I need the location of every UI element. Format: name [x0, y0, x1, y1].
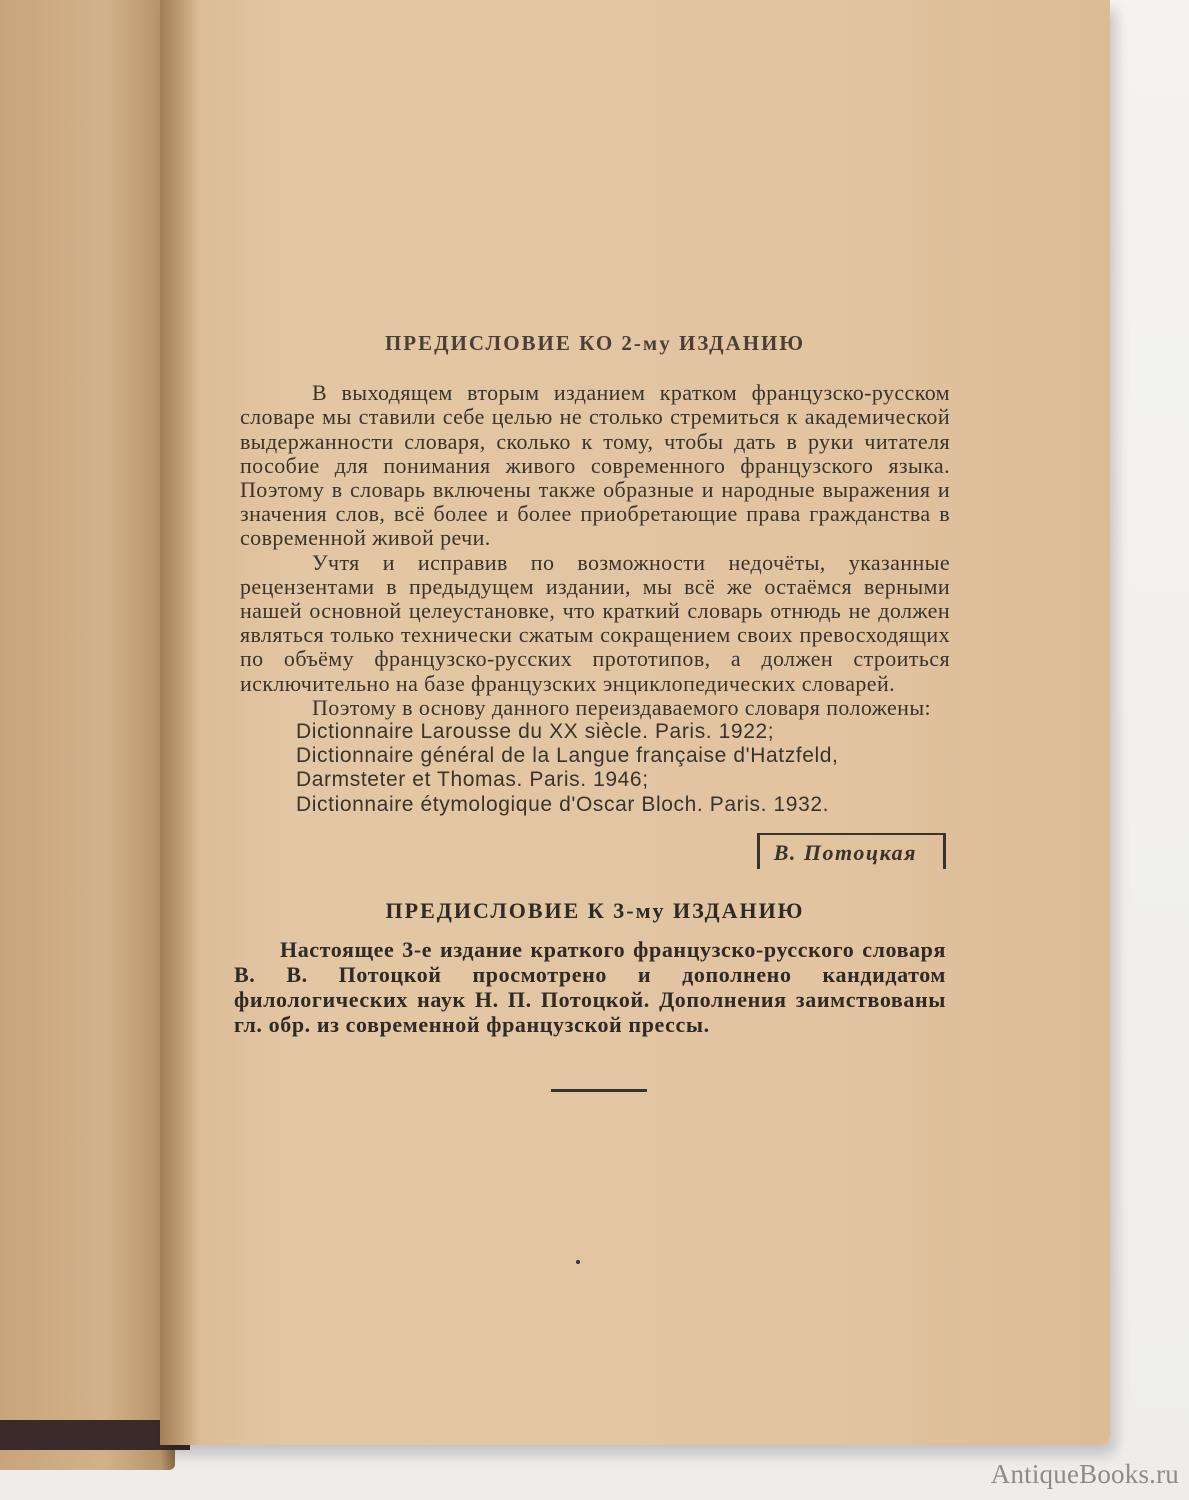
end-rule: [551, 1089, 647, 1092]
preface-2-paragraph-2: Учтя и исправив по возможности недочёты, указанные рецензентами в предыдущем издании, мы всё же остаёмся верными нашей основной целеустановке, что краткий словарь отнюдь не должен являться только технически сжатым сокращением своих превосходящих по объёму французско-русских прототипов, а должен строиться исключительно на базе французских энциклопедических словарей.: [240, 549, 950, 696]
preface-3-paragraph: Настоящее 3-е издание краткого французско-русского словаря В. В. Потоцкой просмотрено и дополнено кандидатом филологических наук Н. П. Потоцкой. Дополнения заимствованы гл. обр. из современной французской прессы.: [234, 937, 946, 1038]
preface-2-paragraph-3: Поэтому в основу данного переиздаваемого словаря положены:: [312, 694, 932, 720]
reference-item: Dictionnaire étymologique d'Oscar Bloch. Paris. 1932.: [296, 792, 830, 816]
ink-dot: [576, 1260, 580, 1264]
signature-row: [240, 833, 946, 869]
reference-item: Dictionnaire général de la Langue française d'Hatzfeld, Darmsteter et Thomas. Paris. 1946;: [296, 744, 839, 792]
preface-2-title: ПРЕДИСЛОВИЕ КО 2-му ИЗДАНИЮ: [384, 331, 806, 355]
page-content: [234, 325, 950, 1092]
page-gutter-shadow: [160, 0, 200, 1445]
left-page: [0, 0, 175, 1470]
reference-item: Dictionnaire Larousse du XX siècle. Paris. 1922;: [296, 720, 775, 744]
reference-list: [240, 720, 950, 817]
watermark: AntiqueBooks.ru: [990, 1459, 1179, 1489]
signature: В. Потоцкая: [757, 833, 946, 869]
preface-2-paragraph-1: В выходящем вторым изданием кратком французско-русском словаре мы ставили себе целью не столько стремиться к академической выдержанности словаря, сколько к тому, чтобы дать в руки читателя пособие для понимания живого современного французского языка. Поэтому в словарь включены также образные и народные выражения и значения слов, всё более и более приобретающие права гражданства в современной живой речи.: [240, 380, 950, 551]
preface-3-title: ПРЕДИСЛОВИЕ К 3-му ИЗДАНИЮ: [385, 898, 805, 924]
